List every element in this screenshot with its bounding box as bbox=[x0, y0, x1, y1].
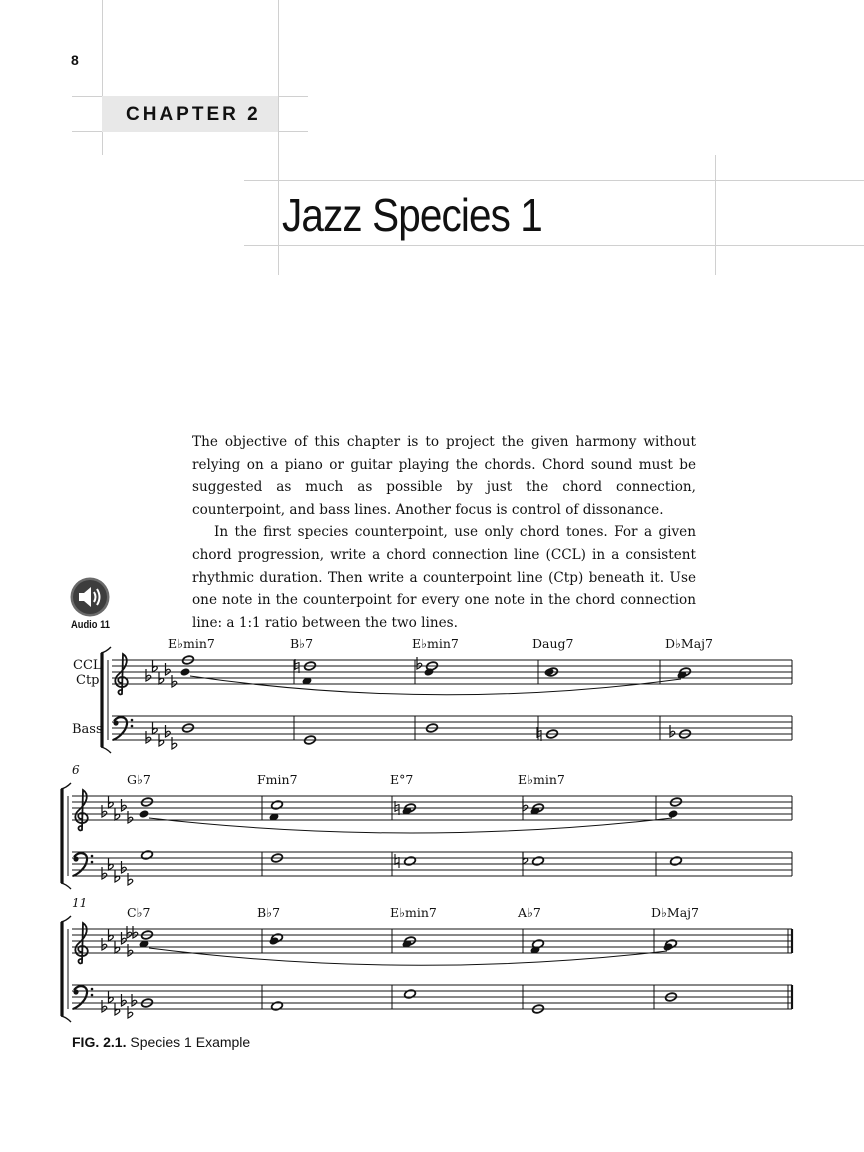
chord-symbol: Fmin7 bbox=[257, 772, 298, 787]
key-flat bbox=[128, 873, 133, 885]
flat-sign bbox=[670, 725, 675, 737]
staff-label-ctp: Ctp bbox=[76, 673, 100, 688]
double-flat-sign bbox=[133, 926, 138, 938]
chord-symbol: E♭min7 bbox=[412, 636, 459, 651]
chord-symbol: D♭Maj7 bbox=[665, 636, 713, 651]
chord-symbol: E♭min7 bbox=[518, 772, 565, 787]
key-flat bbox=[146, 669, 151, 681]
grid-line bbox=[244, 245, 864, 246]
bass-clef-dot bbox=[91, 861, 94, 864]
page-number: 8 bbox=[71, 52, 79, 68]
system-bracket bbox=[61, 783, 71, 789]
key-flat bbox=[102, 938, 107, 950]
chapter-label: CHAPTER 2 bbox=[126, 104, 261, 125]
system-bracket bbox=[101, 747, 111, 753]
chapter-title: Jazz Species 1 bbox=[282, 189, 542, 241]
chord-symbol: Daug7 bbox=[532, 636, 574, 651]
key-flat bbox=[122, 994, 127, 1006]
key-flat bbox=[102, 805, 107, 817]
chord-symbol: E♭min7 bbox=[168, 636, 215, 651]
bass-clef-dot bbox=[131, 719, 134, 722]
figure-number: FIG. 2.1. bbox=[72, 1034, 127, 1050]
filled-note bbox=[179, 667, 190, 677]
whole-note bbox=[271, 1001, 284, 1011]
chord-symbol: B♭7 bbox=[257, 905, 281, 920]
bass-clef-dot bbox=[131, 725, 134, 728]
staff-label-ccl: CCL bbox=[73, 658, 102, 673]
staff-label-bass: Bass bbox=[72, 722, 103, 737]
chord-symbol: G♭7 bbox=[127, 772, 151, 787]
flat-sign bbox=[417, 657, 422, 669]
grid-line bbox=[278, 0, 279, 275]
music-score bbox=[0, 620, 864, 1030]
audio-label: Audio 11 bbox=[71, 619, 110, 631]
phrase-slur bbox=[149, 948, 667, 965]
key-flat bbox=[146, 731, 151, 743]
whole-note bbox=[404, 856, 417, 866]
system-bracket bbox=[101, 647, 111, 653]
whole-note bbox=[670, 856, 683, 866]
phrase-slur bbox=[190, 676, 681, 695]
measure-number: 6 bbox=[72, 763, 80, 777]
double-flat-sign bbox=[127, 926, 132, 938]
key-flat bbox=[122, 799, 127, 811]
key-flat bbox=[122, 861, 127, 873]
measure-number: 11 bbox=[72, 896, 88, 910]
filled-note bbox=[662, 942, 673, 952]
chord-symbol: D♭Maj7 bbox=[651, 905, 699, 920]
flat-sign bbox=[132, 994, 137, 1006]
system-bracket bbox=[61, 916, 71, 922]
bass-clef-dot bbox=[113, 720, 118, 725]
filled-note bbox=[667, 809, 678, 819]
body-text bbox=[192, 431, 696, 634]
bass-clef-dot bbox=[91, 994, 94, 997]
chord-symbol: E♭min7 bbox=[390, 905, 437, 920]
key-flat bbox=[166, 725, 171, 737]
chord-symbol: B♭7 bbox=[290, 636, 314, 651]
filled-note bbox=[268, 936, 279, 946]
key-flat bbox=[102, 1000, 107, 1012]
natural-sign bbox=[395, 854, 399, 868]
key-flat bbox=[166, 663, 171, 675]
grid-line bbox=[244, 180, 864, 181]
key-flat bbox=[128, 944, 133, 956]
bass-clef-dot bbox=[73, 856, 78, 861]
whole-note bbox=[271, 800, 284, 810]
key-flat bbox=[128, 811, 133, 823]
figure-title: Species 1 Example bbox=[130, 1034, 251, 1050]
key-flat bbox=[122, 932, 127, 944]
chord-symbol: A♭7 bbox=[518, 905, 541, 920]
system-bracket bbox=[61, 883, 71, 889]
chord-symbol: E°7 bbox=[390, 772, 414, 787]
bass-clef-dot bbox=[73, 989, 78, 994]
paragraph-1: The objective of this chapter is to project the given harmony without relying on a piano or guitar playing the chords. Chord sound must be suggested as much as possible by just the chord connection, counterpoint, and bass lines. Another focus is control of dissonance. bbox=[192, 434, 696, 518]
key-flat bbox=[128, 1006, 133, 1018]
bass-clef-dot bbox=[91, 855, 94, 858]
system-bracket bbox=[61, 1016, 71, 1022]
key-flat bbox=[102, 867, 107, 879]
speaker-icon[interactable] bbox=[70, 577, 110, 617]
paragraph-2: In the first species counterpoint, use only chord tones. For a given chord progression, write a chord connection line (CCL) in a consistent rhythmic duration. Then write a counterpoint line (Ctp) beneath it. Use one note in the counterpoint for every one note in the chord connection line: a 1:1 ratio between the two lines. bbox=[192, 524, 696, 631]
key-flat bbox=[172, 675, 177, 687]
key-flat bbox=[172, 737, 177, 749]
whole-note bbox=[532, 856, 545, 866]
grid-line bbox=[715, 155, 716, 275]
chord-symbol: C♭7 bbox=[127, 905, 151, 920]
filled-note bbox=[138, 809, 149, 819]
whole-note bbox=[141, 850, 154, 860]
flat-sign bbox=[523, 799, 528, 811]
figure-caption bbox=[72, 1034, 250, 1050]
bass-clef-dot bbox=[91, 988, 94, 991]
whole-note bbox=[404, 989, 417, 999]
